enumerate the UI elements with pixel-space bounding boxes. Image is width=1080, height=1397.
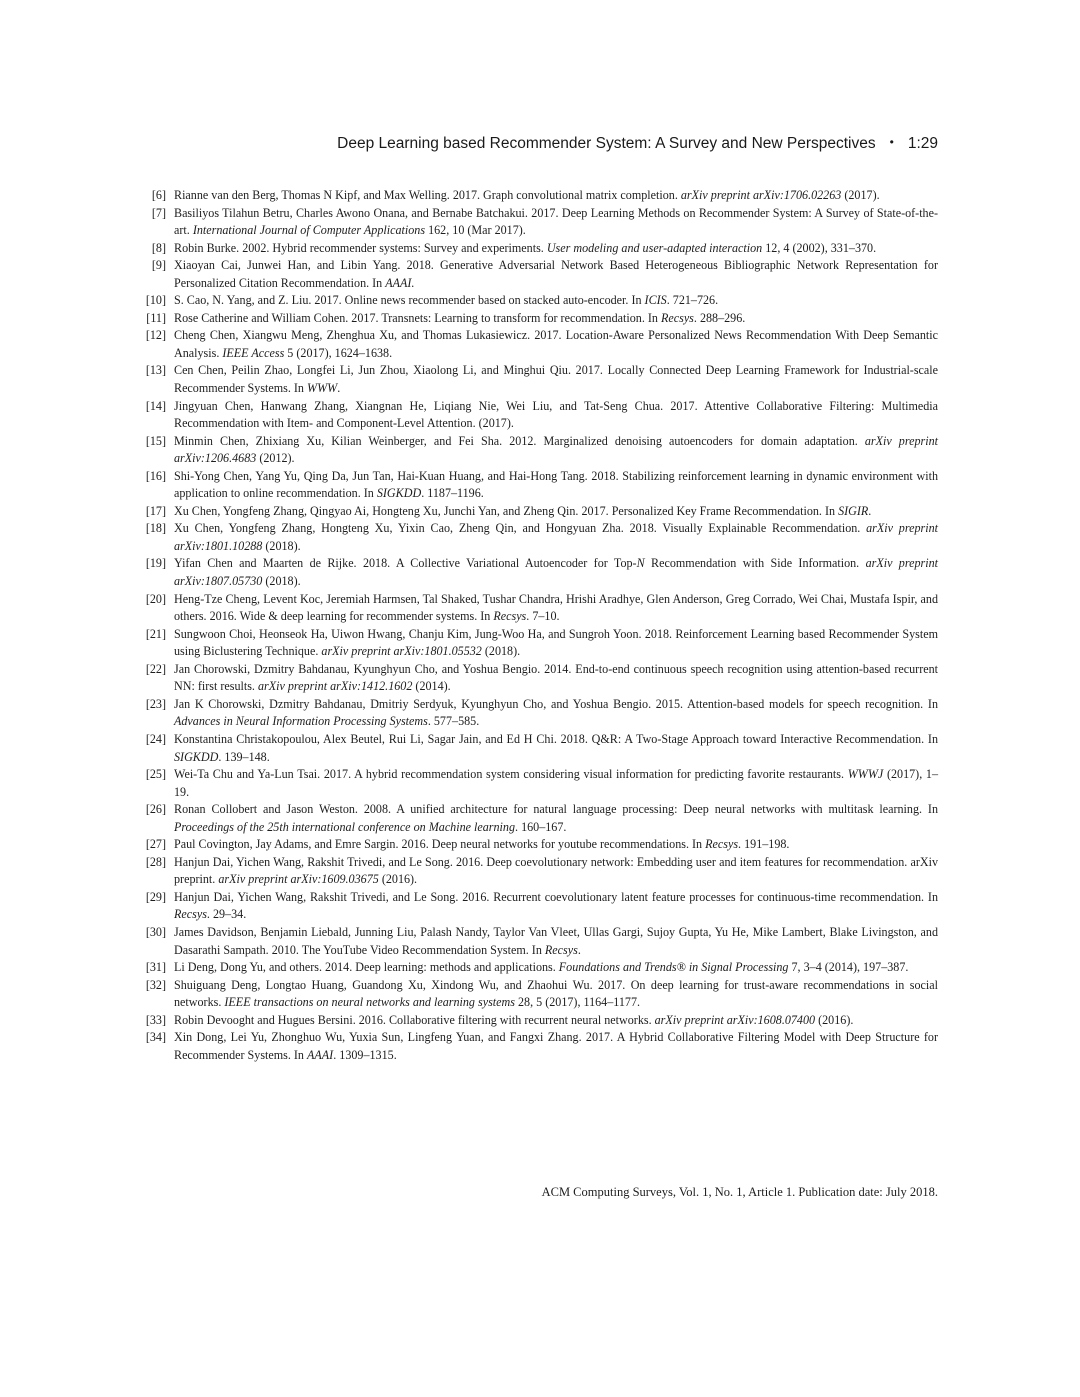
- reference-venue: arXiv preprint arXiv:1807.05730: [174, 556, 938, 589]
- reference-venue: User modeling and user-adapted interaction: [546, 240, 763, 255]
- running-header: [200, 135, 938, 153]
- reference-item: [140, 591, 938, 626]
- reference-text: [174, 240, 938, 258]
- reference-item: [140, 310, 938, 328]
- reference-segment: Cen Chen, Peilin Zhao, Longfei Li, Jun Zhou, Xiaolong Li, and Minghui Qiu. 2017. Locally Connected Deep Learning Framework for Industrial-scale Recommender Systems. In: [174, 363, 938, 396]
- reference-number: [33]: [145, 1012, 166, 1027]
- reference-number: [25]: [145, 767, 166, 782]
- reference-segment: (2016).: [378, 872, 418, 887]
- reference-venue: IEEE transactions on neural networks and learning systems: [224, 995, 515, 1010]
- reference-item: [140, 398, 938, 433]
- reference-venue: Advances in Neural Information Processing Systems: [174, 714, 428, 729]
- reference-segment: (2016).: [815, 1012, 854, 1027]
- reference-segment: . 1187–1196.: [421, 486, 484, 501]
- reference-item: [140, 205, 938, 240]
- reference-text: [174, 977, 938, 1012]
- reference-item: [140, 292, 938, 310]
- reference-venue: arXiv preprint arXiv:1206.4683: [174, 433, 938, 466]
- reference-segment: Sungwoon Choi, Heonseok Ha, Uiwon Hwang, Chanju Kim, Jung-Woo Ha, and Sungroh Yoon. 2018. Reinforcement Learning based Recommender System using Biclustering Technique.: [174, 626, 938, 659]
- reference-text: [174, 257, 938, 292]
- reference-segment: Robin Devooght and Hugues Bersini. 2016. Collaborative filtering with recurrent neural networks.: [174, 1012, 655, 1027]
- reference-number: [20]: [145, 591, 166, 606]
- reference-venue: SIGIR: [838, 503, 869, 518]
- reference-text: [174, 959, 938, 977]
- reference-text: [174, 1012, 938, 1030]
- reference-segment: Yifan Chen and Maarten de Rijke. 2018. A Collective Variational Autoencoder for Top-: [174, 556, 637, 571]
- reference-text: [174, 187, 938, 205]
- reference-number: [23]: [145, 696, 166, 711]
- reference-number: [29]: [145, 889, 166, 904]
- reference-text: [174, 205, 938, 240]
- reference-item: [140, 257, 938, 292]
- reference-number: [24]: [145, 731, 166, 746]
- reference-text: [174, 555, 938, 590]
- reference-text: [174, 889, 938, 924]
- reference-item: [140, 520, 938, 555]
- journal-footer: ACM Computing Surveys, Vol. 1, No. 1, Article 1. Publication date: July 2018.: [541, 1185, 938, 1199]
- reference-venue: AAAI.: [385, 275, 415, 290]
- reference-segment: Rianne van den Berg, Thomas N Kipf, and Max Welling. 2017. Graph convolutional matrix completion.: [174, 188, 681, 202]
- reference-segment: Konstantina Christakopoulou, Alex Beutel, Rui Li, Sagar Jain, and Ed H Chi. 2018. Q&R: A Two-Stage Approach toward Interactive Recommendation. In: [174, 731, 938, 746]
- reference-item: [140, 731, 938, 766]
- reference-venue: arXiv preprint arXiv:1801.10288: [174, 521, 938, 553]
- reference-segment: .: [337, 381, 341, 396]
- reference-text: [174, 520, 938, 555]
- reference-venue: AAAI: [307, 1047, 334, 1062]
- reference-number: [6]: [151, 188, 166, 202]
- reference-venue: SIGKDD: [174, 749, 219, 764]
- reference-number: [16]: [145, 468, 166, 483]
- reference-item: [140, 977, 938, 1012]
- reference-item: [140, 1012, 938, 1030]
- reference-item: [140, 626, 938, 661]
- reference-segment: . 7–10.: [526, 609, 560, 624]
- reference-venue: Recsys: [493, 609, 527, 624]
- reference-number: [32]: [145, 977, 166, 992]
- reference-item: [140, 836, 938, 854]
- reference-text: [174, 854, 938, 889]
- reference-item: [140, 766, 938, 801]
- reference-segment: Hanjun Dai, Yichen Wang, Rakshit Trivedi, and Le Song. 2016. Deep coevolutionary network: Embedding user and item features for recommendation. arXiv preprint.: [174, 854, 938, 887]
- reference-text: [174, 503, 938, 521]
- reference-venue: SIGKDD: [376, 486, 422, 501]
- reference-number: [28]: [145, 854, 166, 869]
- reference-segment: . 160–167.: [515, 819, 567, 834]
- reference-segment: . 721–726.: [666, 293, 719, 308]
- reference-text: [174, 836, 938, 854]
- reference-venue: arXiv preprint arXiv:1801.05532: [321, 644, 482, 659]
- reference-segment: . 29–34.: [206, 907, 247, 922]
- reference-segment: Minmin Chen, Zhixiang Xu, Kilian Weinberger, and Fei Sha. 2012. Marginalized denoising autoencoders for domain adaptation.: [174, 433, 865, 448]
- reference-venue: Foundations and Trends® in Signal Processing: [558, 960, 789, 975]
- reference-segment: James Davidson, Benjamin Liebald, Junning Liu, Palash Nandy, Taylor Van Vleet, Ullas Gargi, Sujoy Gupta, Yu He, Mike Lambert, Blake Livingston, and Dasarathi Sampath. 2010. The YouTube Video Recommendation System. In: [174, 924, 938, 957]
- reference-segment: (2018).: [481, 644, 521, 659]
- reference-segment: . 288–296.: [693, 310, 746, 325]
- reference-segment: Ronan Collobert and Jason Weston. 2008. A unified architecture for natural language processing: Deep neural networks with multitask learning. In: [174, 802, 938, 817]
- reference-number: [22]: [145, 661, 166, 676]
- reference-text: [174, 801, 938, 836]
- reference-segment: . 577–585.: [427, 714, 480, 729]
- reference-segment: Shi-Yong Chen, Yang Yu, Qing Da, Jun Tan, Hai-Kuan Huang, and Hai-Hong Tang. 2018. Stabilizing reinforcement learning in dynamic environment with application to online recommendation. In: [174, 468, 938, 501]
- reference-segment: Li Deng, Dong Yu, and others. 2014. Deep learning: methods and applications.: [174, 960, 559, 975]
- reference-segment: . 139–148.: [218, 749, 270, 764]
- reference-segment: Recommendation with Side Information.: [644, 556, 866, 571]
- reference-segment: Rose Catherine and William Cohen. 2017. Transnets: Learning to transform for recommendation. In: [174, 310, 661, 325]
- reference-segment: Paul Covington, Jay Adams, and Emre Sargin. 2016. Deep neural networks for youtube recommendations. In: [174, 837, 706, 852]
- reference-item: [140, 801, 938, 836]
- reference-venue: arXiv preprint arXiv:1609.03675: [218, 872, 379, 887]
- reference-number: [27]: [145, 837, 166, 852]
- reference-segment: (2014).: [412, 679, 451, 694]
- reference-segment: (2017), 1–19.: [174, 767, 939, 799]
- reference-segment: Xu Chen, Yongfeng Zhang, Qingyao Ai, Hongteng Xu, Junchi Yan, and Zheng Qin. 2017. Personalized Key Frame Recommendation. In: [174, 503, 839, 518]
- reference-venue: IEEE Access: [222, 345, 285, 360]
- reference-text: [174, 731, 938, 766]
- reference-venue: International Journal of Computer Applications: [192, 223, 426, 238]
- reference-segment: .: [577, 942, 581, 957]
- reference-segment: Wei-Ta Chu and Ya-Lun Tsai. 2017. A hybrid recommendation system considering visual information for predicting favorite restaurants.: [174, 767, 848, 782]
- reference-item: [140, 924, 938, 959]
- reference-segment: (2012).: [256, 451, 295, 466]
- reference-item: [140, 555, 938, 590]
- reference-text: [174, 591, 938, 626]
- reference-segment: Jan Chorowski, Dzmitry Bahdanau, Kyunghyun Cho, and Yoshua Bengio. 2014. End-to-end continuous speech recognition using attention-based recurrent NN: first results.: [174, 661, 938, 694]
- reference-segment: Hanjun Dai, Yichen Wang, Rakshit Trivedi, and Le Song. 2016. Recurrent coevolutionary latent feature processes for continuous-time recommendation. In: [174, 889, 938, 904]
- reference-venue: ICIS: [644, 293, 667, 308]
- reference-list: [140, 187, 938, 1064]
- running-header-title: Deep Learning based Recommender System: A Survey and New Perspectives: [337, 135, 876, 152]
- reference-item: [140, 503, 938, 521]
- reference-segment: Robin Burke. 2002. Hybrid recommender systems: Survey and experiments.: [174, 240, 547, 255]
- reference-number: [12]: [145, 328, 166, 343]
- reference-segment: S. Cao, N. Yang, and Z. Liu. 2017. Online news recommender based on stacked auto-encoder. In: [174, 293, 645, 308]
- reference-number: [18]: [145, 521, 166, 536]
- reference-number: [34]: [145, 1030, 166, 1045]
- reference-segment: Jan K Chorowski, Dzmitry Bahdanau, Dmitriy Serdyuk, Kyunghyun Cho, and Yoshua Bengio. 2015. Attention-based models for speech recognition. In: [174, 696, 938, 711]
- reference-text: [174, 468, 938, 503]
- reference-number: [30]: [145, 924, 166, 939]
- reference-number: [17]: [145, 503, 166, 518]
- reference-item: [140, 187, 938, 205]
- reference-item: [140, 468, 938, 503]
- reference-text: [174, 696, 938, 731]
- reference-segment: . 1309–1315.: [333, 1047, 397, 1062]
- reference-text: [174, 362, 938, 397]
- reference-venue: Proceedings of the 25th international conference on Machine learning: [174, 819, 516, 834]
- reference-text: [174, 433, 938, 468]
- reference-item: [140, 327, 938, 362]
- reference-number: [13]: [145, 363, 166, 378]
- reference-item: [140, 854, 938, 889]
- reference-item: [140, 889, 938, 924]
- running-header-bullet: •: [889, 135, 894, 149]
- reference-segment: . 191–198.: [738, 837, 790, 852]
- reference-number: [10]: [145, 293, 166, 308]
- reference-text: [174, 1029, 938, 1064]
- reference-segment: Heng-Tze Cheng, Levent Koc, Jeremiah Harmsen, Tal Shaked, Tushar Chandra, Hrishi Aradhye, Glen Anderson, Greg Corrado, Wei Chai, Mustafa Ispir, and others. 2016. Wide & deep learning for recommender systems. In: [174, 591, 938, 624]
- reference-text: [174, 292, 938, 310]
- reference-segment: 28, 5 (2017), 1164–1177.: [514, 995, 641, 1010]
- reference-number: [8]: [151, 240, 166, 255]
- reference-venue: WWWJ: [847, 767, 884, 782]
- reference-segment: 5 (2017), 1624–1638.: [284, 345, 393, 360]
- reference-number: [15]: [145, 433, 166, 448]
- reference-text: [174, 626, 938, 661]
- reference-item: [140, 696, 938, 731]
- reference-segment: Cheng Chen, Xiangwu Meng, Zhenghua Xu, and Thomas Lukasiewicz. 2017. Location-Aware Personalized News Recommendation With Deep Semantic Analysis.: [174, 328, 938, 360]
- reference-number: [31]: [145, 960, 166, 975]
- reference-venue: Recsys: [174, 907, 207, 922]
- reference-item: [140, 959, 938, 977]
- reference-item: [140, 433, 938, 468]
- reference-venue: arXiv preprint arXiv:1412.1602: [257, 679, 413, 694]
- reference-number: [19]: [145, 556, 166, 571]
- reference-venue: Recsys: [705, 837, 739, 852]
- reference-item: [140, 362, 938, 397]
- reference-text: [174, 310, 938, 328]
- reference-segment: Basiliyos Tilahun Betru, Charles Awono Onana, and Bernabe Batchakui. 2017. Deep Learning Methods on Recommender System: A Survey of State-of-the-art.: [174, 205, 938, 238]
- reference-segment: Xu Chen, Yongfeng Zhang, Hongteng Xu, Yixin Cao, Zheng Qin, and Hongyuan Zha. 2018. Visually Explainable Recommendation.: [174, 521, 867, 536]
- reference-text: [174, 924, 938, 959]
- reference-item: [140, 240, 938, 258]
- reference-number: [11]: [146, 310, 166, 325]
- reference-venue: arXiv preprint arXiv:1706.02263: [680, 188, 842, 202]
- reference-segment: Xiaoyan Cai, Junwei Han, and Libin Yang. 2018. Generative Adversarial Network Based Heterogeneous Bibliographic Network Representation for Personalized Citation Recommendation. In: [174, 258, 938, 290]
- reference-number: [26]: [145, 802, 166, 817]
- reference-number: [14]: [145, 398, 166, 413]
- reference-venue: WWW: [307, 381, 338, 396]
- reference-number: [9]: [151, 258, 166, 273]
- reference-segment: Xin Dong, Lei Yu, Zhonghuo Wu, Yuxia Sun, Lingfeng Yuan, and Fangxi Zhang. 2017. A Hybrid Collaborative Filtering Model with Deep Structure for Recommender Systems. In: [174, 1030, 938, 1062]
- reference-text: [174, 327, 938, 362]
- reference-number: [7]: [151, 205, 166, 220]
- reference-venue: arXiv preprint arXiv:1608.07400: [654, 1012, 816, 1027]
- reference-segment: Shuiguang Deng, Longtao Huang, Guandong Xu, Xindong Wu, and Zhaohui Wu. 2017. On deep learning for trust-aware recommendations in social networks.: [174, 977, 938, 1010]
- reference-segment: 7, 3–4 (2014), 197–387.: [788, 960, 909, 975]
- reference-segment: (2017).: [841, 188, 880, 202]
- reference-segment: (2018).: [262, 574, 301, 589]
- reference-venue: Recsys: [544, 942, 578, 957]
- reference-text: [174, 661, 938, 696]
- reference-text: [174, 766, 938, 801]
- reference-segment: (2018).: [262, 538, 301, 553]
- reference-venue: N: [636, 556, 645, 571]
- reference-venue: Recsys: [660, 310, 694, 325]
- reference-segment: .: [868, 503, 872, 518]
- reference-item: [140, 1029, 938, 1064]
- reference-number: [21]: [145, 626, 166, 641]
- reference-segment: 12, 4 (2002), 331–370.: [762, 240, 877, 255]
- reference-item: [140, 661, 938, 696]
- reference-segment: Jingyuan Chen, Hanwang Zhang, Xiangnan He, Liqiang Nie, Wei Liu, and Tat-Seng Chua. 2017. Attentive Collaborative Filtering: Multimedia Recommendation with Item- and Component-Level Attention. (2017).: [174, 398, 938, 431]
- page-number: 1:29: [907, 135, 938, 152]
- reference-segment: 162, 10 (Mar 2017).: [425, 223, 526, 238]
- reference-text: [174, 398, 938, 433]
